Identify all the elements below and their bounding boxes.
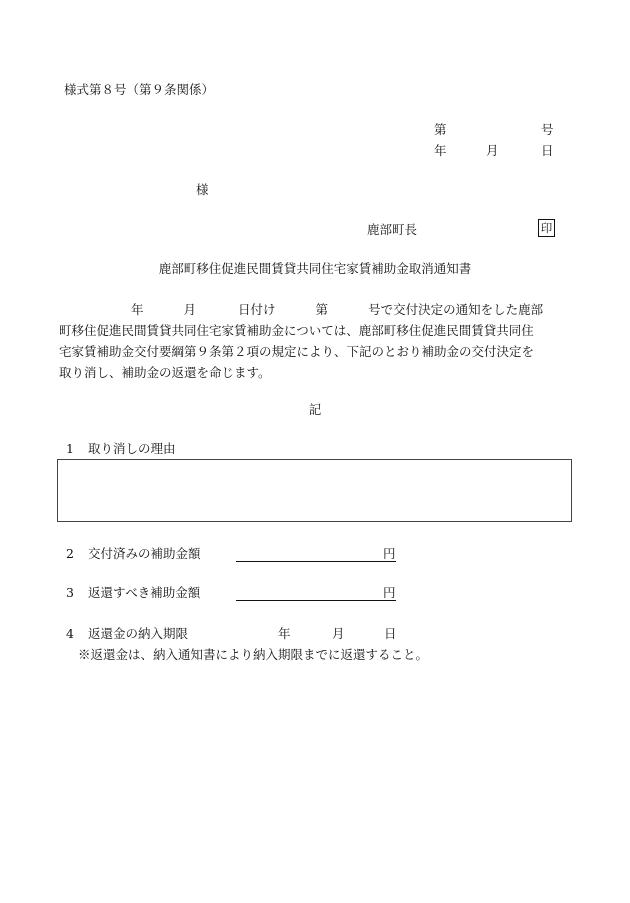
item-4-day: 日 <box>384 626 397 641</box>
body-year: 年 <box>131 302 144 317</box>
document-title: 鹿部町移住促進民間賃貸共同住宅家賃補助金取消通知書 <box>158 261 472 276</box>
item-3-amount-field[interactable] <box>236 584 396 601</box>
item-4-label: 返還金の納入期限 <box>88 626 189 641</box>
date-year: 年 <box>434 143 447 158</box>
return-note: ※返還金は、納入通知書により納入期限までに返還すること。 <box>78 647 429 662</box>
item-3-label: 返還すべき補助金額 <box>88 585 201 600</box>
date-month: 月 <box>486 143 499 158</box>
reason-box[interactable] <box>57 459 572 522</box>
date-day: 日 <box>541 143 554 158</box>
item-2-amount-field[interactable] <box>236 545 396 562</box>
item-3-unit: 円 <box>383 585 396 600</box>
form-number: 様式第８号（第９条関係） <box>64 82 215 97</box>
item-1-label: 取り消しの理由 <box>88 441 176 456</box>
item-4-number: 4 <box>66 626 74 641</box>
ki-heading: 記 <box>308 402 322 417</box>
item-2-unit: 円 <box>383 546 396 561</box>
body-month: 月 <box>183 302 197 317</box>
body-line-2: 町移住促進民間賃貸共同住宅家賃補助金については、鹿部町移住促進民間賃貸共同住 <box>59 323 534 338</box>
item-2-label: 交付済みの補助金額 <box>88 546 201 561</box>
body-line-3: 宅家賃補助金交付要綱第９条第２項の規定により、下記のとおり補助金の交付決定を <box>59 344 535 359</box>
body-line-1 <box>59 299 583 320</box>
body-dated: 日付け <box>238 302 276 317</box>
body-line1-text: 号で交付決定の通知をした鹿部 <box>368 302 544 317</box>
issuer: 鹿部町長 <box>367 222 418 237</box>
item-2-number: 2 <box>66 546 74 561</box>
body-number-prefix: 第 <box>315 302 329 317</box>
item-4-year: 年 <box>278 626 291 641</box>
addressee-suffix: 様 <box>196 182 209 197</box>
body-text <box>59 299 583 383</box>
body-line-4: 取り消し、補助金の返還を命じます。 <box>59 365 271 380</box>
seal-box: 印 <box>538 219 555 237</box>
item-4-month: 月 <box>332 626 345 641</box>
item-1-number: 1 <box>66 441 74 456</box>
item-3-number: 3 <box>66 585 74 600</box>
number-prefix: 第 <box>434 122 447 137</box>
number-suffix: 号 <box>541 122 554 137</box>
